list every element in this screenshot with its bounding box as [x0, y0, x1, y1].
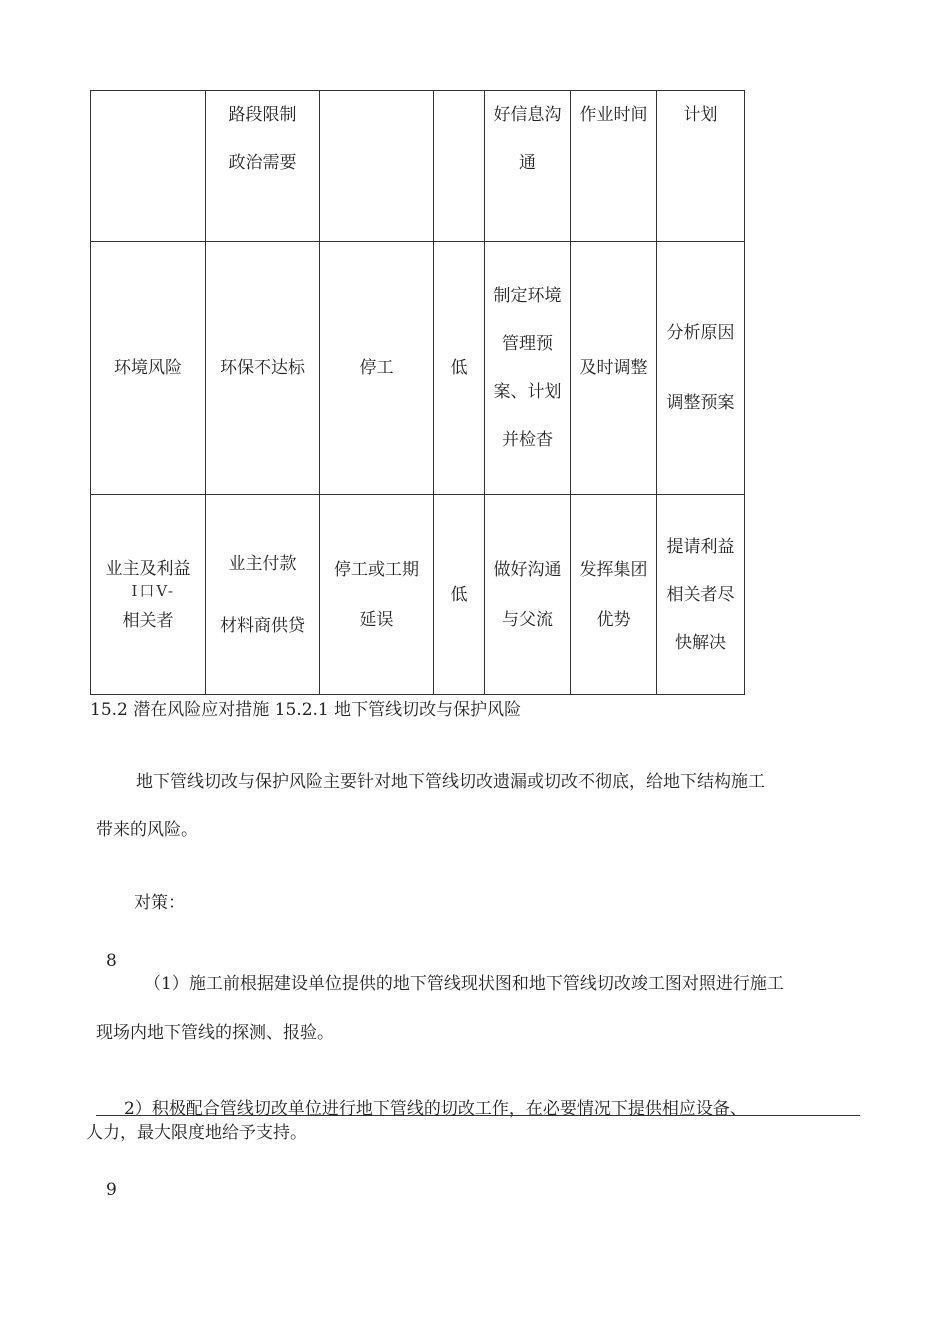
page-number: 8 — [106, 951, 117, 971]
cell-text: 及时调整 — [579, 358, 648, 378]
cell-text: 相关者 — [122, 610, 174, 631]
cell-text: 做好沟通 — [493, 559, 562, 580]
table-row — [91, 242, 745, 495]
cell-text: 材料商供贷 — [220, 615, 305, 636]
table-cell — [657, 495, 745, 695]
cell-text: 分析原因 — [666, 323, 735, 343]
cell-text: 路段限制 — [228, 105, 297, 125]
cell-text: 好信息沟 — [493, 105, 562, 125]
cell-text: 相关者尽 — [666, 584, 735, 605]
table-cell — [320, 495, 434, 695]
horizontal-rule — [96, 1115, 860, 1116]
cell-text: 提请利益 — [666, 536, 735, 557]
cell-text: 并检杳 — [502, 430, 553, 450]
cell-text: 停工或工期 — [334, 559, 419, 580]
table-cell — [657, 91, 745, 242]
section-heading: 15.2 潜在风险应对措施 15.2.1 地下管线切改与保护风险 — [90, 700, 522, 720]
cell-text: 业主付款 — [228, 553, 297, 574]
list-item-line: （1）施工前根据建设单位提供的地下管线现状图和地下管线切改竣工图对照进行施工 — [144, 974, 784, 994]
cell-text: 环境风险 — [114, 358, 182, 378]
cell-text: 低 — [450, 584, 468, 605]
cell-text: 优势 — [596, 609, 631, 630]
table-cell — [434, 495, 485, 695]
table-cell — [485, 242, 571, 495]
table-cell — [485, 91, 571, 242]
page-number: 9 — [106, 1180, 117, 1200]
list-item-line: 2）积极配合管线切改单位进行地下管线的切改工作，在必要情况下提供相应设备、 — [124, 1099, 747, 1119]
list-item-line: 现场内地下管线的探测、报验。 — [96, 1023, 334, 1043]
cell-text: 快解决 — [675, 632, 726, 653]
cell-text: 作业时间 — [579, 105, 648, 125]
table-cell — [206, 495, 320, 695]
table-cell — [91, 91, 206, 242]
cell-text: 政治需要 — [228, 153, 297, 173]
cell-text: 与父流 — [502, 609, 553, 630]
cell-text: 低 — [450, 358, 468, 378]
countermeasure-label: 对策： — [134, 893, 185, 913]
table-cell — [206, 242, 320, 495]
paragraph-line: 带来的风险。 — [96, 820, 198, 840]
table-cell — [320, 91, 434, 242]
overlay-glyph: I口V- — [131, 581, 175, 600]
table-cell — [571, 91, 657, 242]
table-row — [91, 495, 745, 695]
table-cell — [657, 242, 745, 495]
table-cell — [320, 242, 434, 495]
cell-text: 环保不达标 — [220, 358, 305, 378]
cell-text: 业主及利益 — [105, 558, 191, 579]
cell-text: 延误 — [359, 609, 394, 630]
table-cell — [434, 91, 485, 242]
cell-text: 计划 — [683, 105, 718, 125]
cell-text: 案、计划 — [493, 382, 562, 402]
table-cell — [91, 495, 206, 695]
table-cell — [91, 242, 206, 495]
paragraph-line: 地下管线切改与保护风险主要针对地下管线切改遗漏或切改不彻底，给地下结构施工 — [136, 772, 765, 792]
table-cell — [571, 495, 657, 695]
cell-text: 管理预 — [502, 334, 553, 354]
table-cell — [571, 242, 657, 495]
cell-text: 发挥集团 — [579, 559, 648, 580]
list-item-line: 人力，最大限度地给予支持。 — [86, 1123, 307, 1143]
stacked-label — [106, 543, 191, 647]
cell-text: 停工 — [359, 358, 394, 378]
table-row — [91, 91, 745, 242]
cell-text: 通 — [519, 153, 536, 173]
table-cell — [434, 242, 485, 495]
cell-text: 制定环境 — [493, 286, 562, 306]
cell-text: 调整预案 — [666, 393, 735, 413]
table-cell — [206, 91, 320, 242]
risk-table — [90, 90, 745, 695]
table-cell — [485, 495, 571, 695]
